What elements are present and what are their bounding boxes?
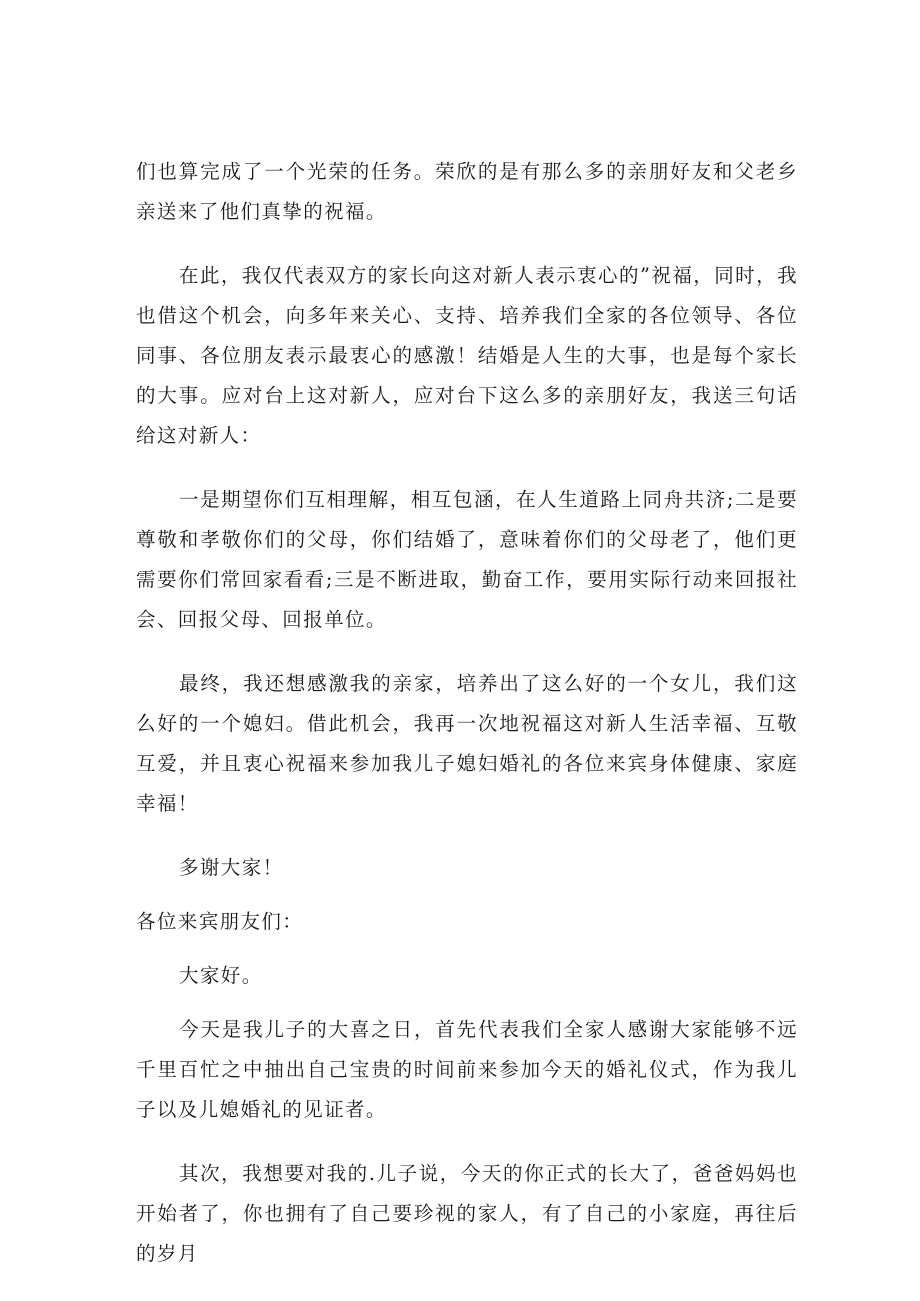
paragraph-blessing: 在此，我仅代表双方的家长向这对新人表示衷心的”祝福，同时，我也借这个机会，向多年来关心、支持、培养我们全家的各位领导、各位同事、各位朋友表示最衷心的感激！结婚是人生的大事，也是每个家长的大事。应对台上这对新人，应对台下这么多的亲朋好友，我送三句话给这对新人： xyxy=(136,264,798,447)
paragraph-to-son: 其次，我想要对我的.儿子说，今天的你正式的长大了，爸爸妈妈也开始者了，你也拥有了自己要珍视的家人，有了自己的小家庭，再往后的岁月 xyxy=(136,1162,798,1265)
paragraph-opening: 今天是我儿子的大喜之日，首先代表我们全家人感谢大家能够不远千里百忙之中抽出自己宝贵的时间前来参加今天的婚礼仪式，作为我儿子以及儿媳婚礼的见证者。 xyxy=(136,1018,798,1121)
salutation: 各位来宾朋友们： xyxy=(136,910,304,933)
paragraph-closing-thanks: 最终，我还想感激我的亲家，培养出了这么好的一个女儿，我们这么好的一个媳妇。借此机会，我再一次地祝福这对新人生活幸福、互敬互爱，并且衷心祝福来参加我儿子媳妇婚礼的各位来宾身体健康、家庭幸福！ xyxy=(136,672,798,815)
greeting: 大家好。 xyxy=(179,964,263,987)
paragraph-continuation: 们也算完成了一个光荣的任务。荣欣的是有那么多的亲朋好友和父老乡亲送来了他们真挚的祝福。 xyxy=(136,160,798,223)
document-body xyxy=(136,152,798,1274)
paragraph-three-wishes: 一是期望你们互相理解，相互包涵，在人生道路上同舟共济;二是要尊敬和孝敬你们的父母，你们结婚了，意味着你们的父母老了，他们更需要你们常回家看看;三是不断进取，勤奋工作，要用实际行动来回报社会、回报父母、回报单位。 xyxy=(136,488,798,631)
paragraph-thank-you: 多谢大家！ xyxy=(179,856,284,879)
